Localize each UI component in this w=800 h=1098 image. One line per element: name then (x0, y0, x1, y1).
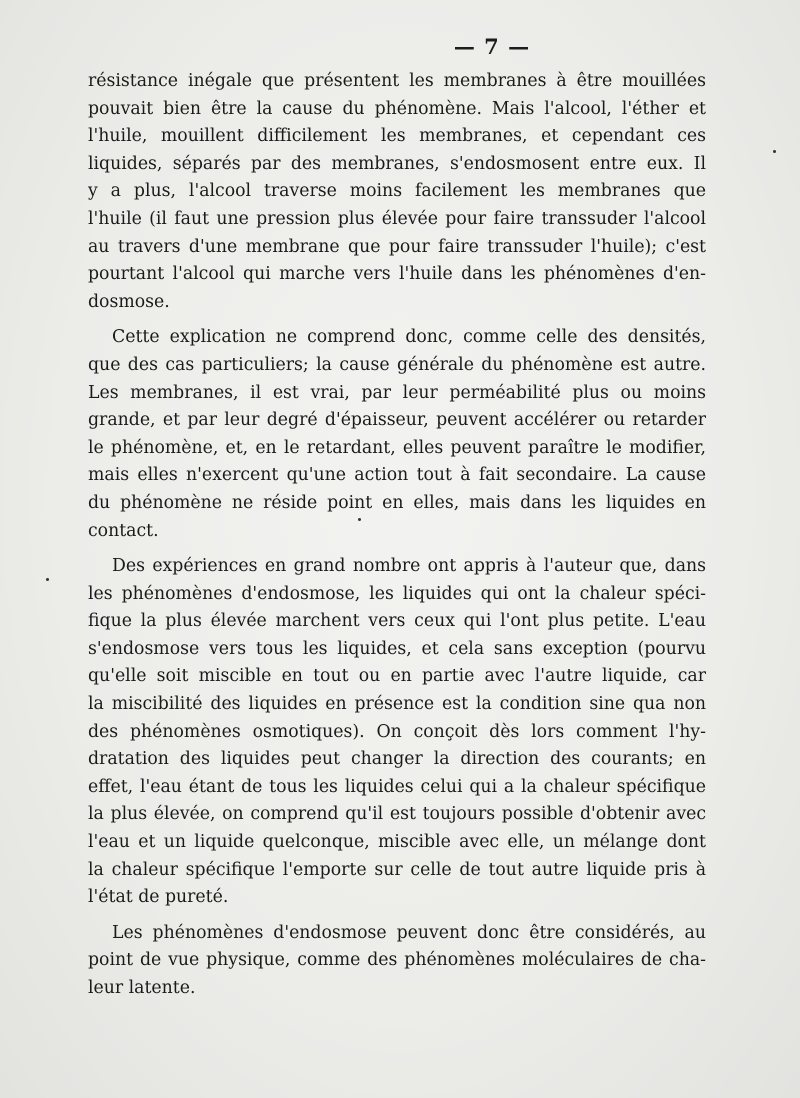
text-line: liquides, séparés par des membranes, s'endosmosent entre eux. Il (88, 153, 706, 174)
text-line: dosmose. (88, 291, 170, 312)
text-line: qu'elle soit miscible en tout ou en partie avec l'autre liquide, car (88, 666, 706, 687)
text-line: Cette explication ne comprend donc, comme celle des densités, (112, 327, 706, 348)
text-line: des phénomènes osmotiques). On conçoit dès lors comment l'hy- (88, 721, 706, 742)
text-line: l'huile (il faut une pression plus élevée pour faire transsuder l'alcool (88, 208, 706, 229)
text-line: mais elles n'exercent qu'une action tout à fait secondaire. La cause (88, 465, 706, 486)
ink-speck (46, 578, 49, 581)
page-number: — 7 — (453, 34, 531, 59)
text-line: au travers d'une membrane que pour faire transsuder l'huile); c'est (88, 236, 706, 257)
text-line: le phénomène, et, en le retardant, elles peuvent paraître le modifier, (88, 437, 706, 458)
paragraph (88, 68, 706, 316)
body-text (88, 68, 706, 1011)
text-line: les phénomènes d'endosmose, les liquides qui ont la chaleur spéci- (88, 583, 706, 604)
ink-speck (773, 150, 776, 153)
text-line: effet, l'eau étant de tous les liquides celui qui a la chaleur spécifique (88, 776, 706, 797)
text-line: fique la plus élevée marchent vers ceux qui l'ont plus petite. L'eau (88, 611, 706, 632)
text-line: que des cas particuliers; la cause générale du phénomène est autre. (88, 354, 706, 375)
text-line: résistance inégale que présentent les membranes à être mouillées (88, 71, 706, 91)
text-line: grande, et par leur degré d'épaisseur, peuvent accélérer ou retarder (88, 410, 706, 431)
text-line: l'état de pureté. (88, 887, 229, 908)
text-line: Des expériences en grand nombre ont appris à l'auteur que, dans (112, 556, 706, 577)
paragraph (88, 920, 706, 1003)
text-line: la miscibilité des liquides en présence est la condition sine qua non (88, 694, 706, 715)
text-line: du phénomène ne réside point en elles, mais dans les liquides en (88, 492, 706, 513)
text-line: y a plus, l'alcool traverse moins facilement les membranes que (88, 181, 706, 202)
text-line: la plus élevée, on comprend qu'il est toujours possible d'obtenir avec (88, 804, 706, 825)
text-line: leur latente. (88, 978, 196, 998)
text-line: la chaleur spécifique l'emporte sur celle de tout autre liquide pris à (88, 859, 706, 880)
text-line: pourtant l'alcool qui marche vers l'huile dans les phénomènes d'en- (88, 264, 706, 285)
text-line: s'endosmose vers tous les liquides, et cela sans exception (pourvu (88, 638, 706, 659)
text-line: Les membranes, il est vrai, par leur perméabilité plus ou moins (88, 382, 706, 403)
paragraph (88, 324, 706, 545)
text-line: l'eau et un liquide quelconque, miscible avec elle, un mélange dont (88, 832, 706, 853)
text-line: dratation des liquides peut changer la direction des courants; en (88, 749, 706, 770)
text-line: l'huile, mouillent difficilement les membranes, et cependant ces (88, 126, 706, 147)
text-line: contact. (88, 520, 159, 541)
text-line: pouvait bien être la cause du phénomène. Mais l'alcool, l'éther et (88, 98, 706, 119)
ink-speck (358, 518, 361, 521)
text-line: point de vue physique, comme des phénomènes moléculaires de cha- (88, 950, 706, 971)
text-line: Les phénomènes d'endosmose peuvent donc être considérés, au (112, 922, 706, 943)
paragraph (88, 553, 706, 912)
